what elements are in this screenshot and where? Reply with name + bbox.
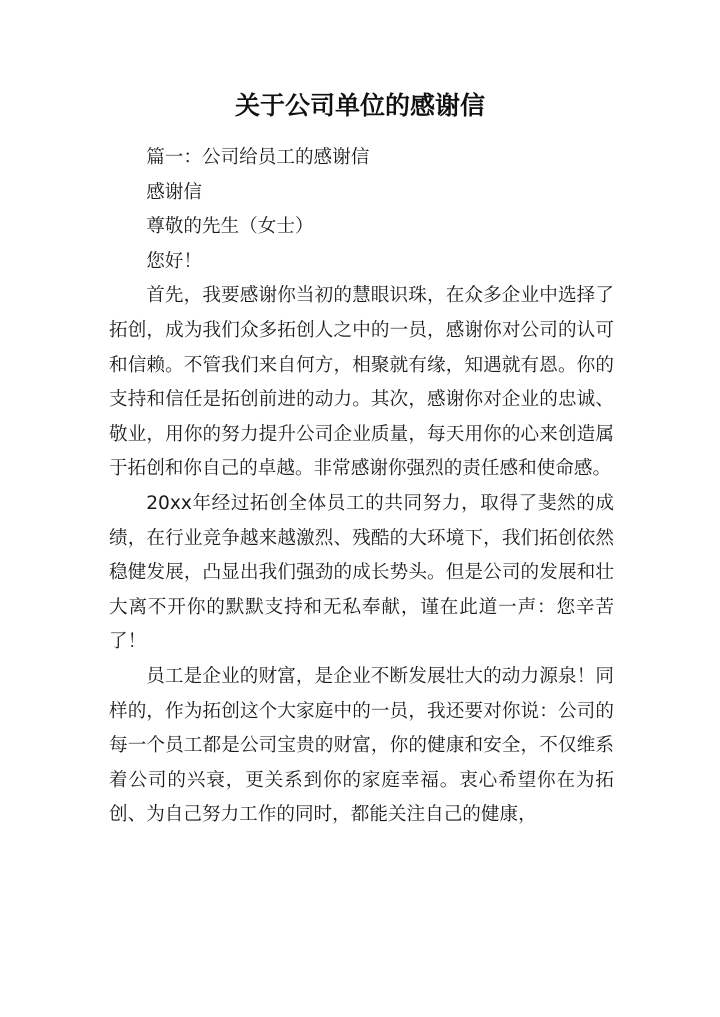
body-paragraph: 员工是企业的财富，是企业不断发展壮大的动力源泉！同样的，作为拓创这个大家庭中的一员，我还要对你说：公司的每一个员工都是公司宝贵的财富，你的健康和安全，不仅维系着公司的兴衰，更关系到你的家庭幸福。衷心希望你在为拓创、为自己努力工作的同时，都能关注自己的健康， bbox=[109, 665, 614, 826]
salutation: 尊敬的先生（女士） bbox=[146, 216, 314, 238]
document-body bbox=[109, 141, 614, 833]
greeting: 您好！ bbox=[146, 250, 202, 272]
section-heading: 篇一：公司给员工的感谢信 bbox=[146, 147, 370, 168]
body-paragraph: 20xx年经过拓创全体员工的共同努力，取得了斐然的成绩，在行业竞争越来越激烈、残酷的大环境下，我们拓创依然稳健发展，凸显出我们强劲的成长势头。但是公司的发展和壮大离不开你的默默支持和无私奉献，谨在此道一声：您辛苦了！ bbox=[109, 492, 614, 653]
document-title: 关于公司单位的感谢信 bbox=[234, 91, 485, 120]
letter-heading: 感谢信 bbox=[146, 181, 202, 203]
body-paragraph: 首先，我要感谢你当初的慧眼识珠，在众多企业中选择了拓创，成为我们众多拓创人之中的一员，感谢你对公司的认可和信赖。不管我们来自何方，相聚就有缘，知遇就有恩。你的支持和信任是拓创前进的动力。其次，感谢你对企业的忠诚、敬业，用你的努力提升公司企业质量，每天用你的心来创造属于拓创和你自己的卓越。非常感谢你强烈的责任感和使命感。 bbox=[109, 285, 614, 480]
